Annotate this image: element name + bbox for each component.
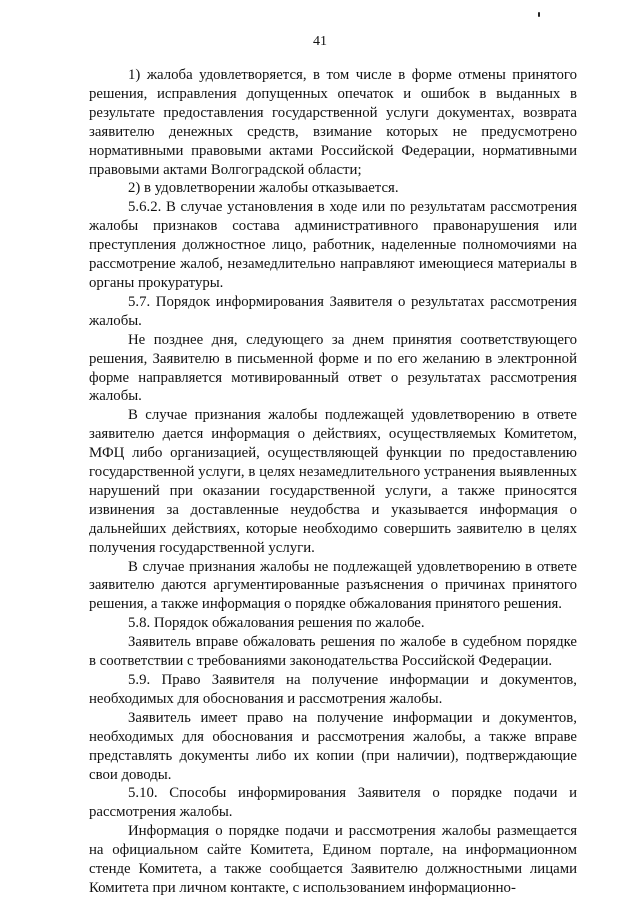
paragraph: Заявитель имеет право на получение информации и документов, необходимых для обоснования и рассмотрения жалобы, а также вправе представлять документы либо их копии (при наличии), подтверждающие свои доводы. bbox=[89, 709, 577, 783]
section-heading-5-9: 5.9. Право Заявителя на получение информации и документов, необходимых для обоснования и рассмотрения жалобы. bbox=[89, 672, 577, 707]
paragraph: 2) в удовлетворении жалобы отказывается. bbox=[128, 180, 399, 197]
paragraph: Не позднее дня, следующего за днем принятия соответствующего решения, Заявителю в письменной форме и по его желанию в электронной форме направляется мотивированный ответ о результатах рассмотрения жалобы. bbox=[89, 331, 577, 405]
scan-mark bbox=[538, 12, 540, 17]
paragraph: 5.6.2. В случае установления в ходе или по результатам рассмотрения жалобы признаков состава административного правонарушения или преступления должностное лицо, работник, наделенные полномочиями на рассмотрение жалоб, незамедлительно направляют имеющиеся материалы в органы прокуратуры. bbox=[89, 199, 577, 291]
paragraph: Заявитель вправе обжаловать решения по жалобе в судебном порядке в соответствии с требованиями законодательства Российской Федерации. bbox=[89, 634, 577, 670]
paragraph: Информация о порядке подачи и рассмотрения жалобы размещается на официальном сайте Комитета, Едином портале, на информационном стенде Комитета, а также сообщается Заявителю должностными лицами Комитета при личном контакте, с использованием информационно- bbox=[89, 823, 577, 896]
document-body bbox=[89, 66, 577, 898]
paragraph: В случае признания жалобы подлежащей удовлетворению в ответе заявителю дается информация о действиях, осуществляемых Комитетом, МФЦ либо организацией, осуществляющей функции по предоставлению государственной услуги, в целях незамедлительного устранения выявленных нарушений при оказании государственной услуги, а также приносятся извинения за доставленные неудобства и указывается информация о дальнейших действиях, которые необходимо совершить заявителю в целях получения государственной услуги. bbox=[89, 407, 577, 556]
paragraph: В случае признания жалобы не подлежащей удовлетворению в ответе заявителю даются аргументированные разъяснения о причинах принятого решения, а также информация о порядке обжалования принятого решения. bbox=[89, 558, 577, 613]
section-heading-5-10: 5.10. Способы информирования Заявителя о порядке подачи и рассмотрения жалобы. bbox=[89, 785, 577, 821]
page-number: 41 bbox=[313, 34, 327, 49]
section-heading-5-8: 5.8. Порядок обжалования решения по жалобе. bbox=[128, 615, 425, 632]
section-heading-5-7: 5.7. Порядок информирования Заявителя о результатах рассмотрения жалобы. bbox=[89, 293, 577, 329]
paragraph: 1) жалоба удовлетворяется, в том числе в форме отмены принятого решения, исправления допущенных опечаток и ошибок в выданных в результате предоставления государственной услуги документах, возврата заявителю денежных средств, взимание которых не предусмотрено нормативными правовыми актами Российской Федерации, нормативными правовыми актами Волгоградской области; bbox=[89, 67, 577, 178]
